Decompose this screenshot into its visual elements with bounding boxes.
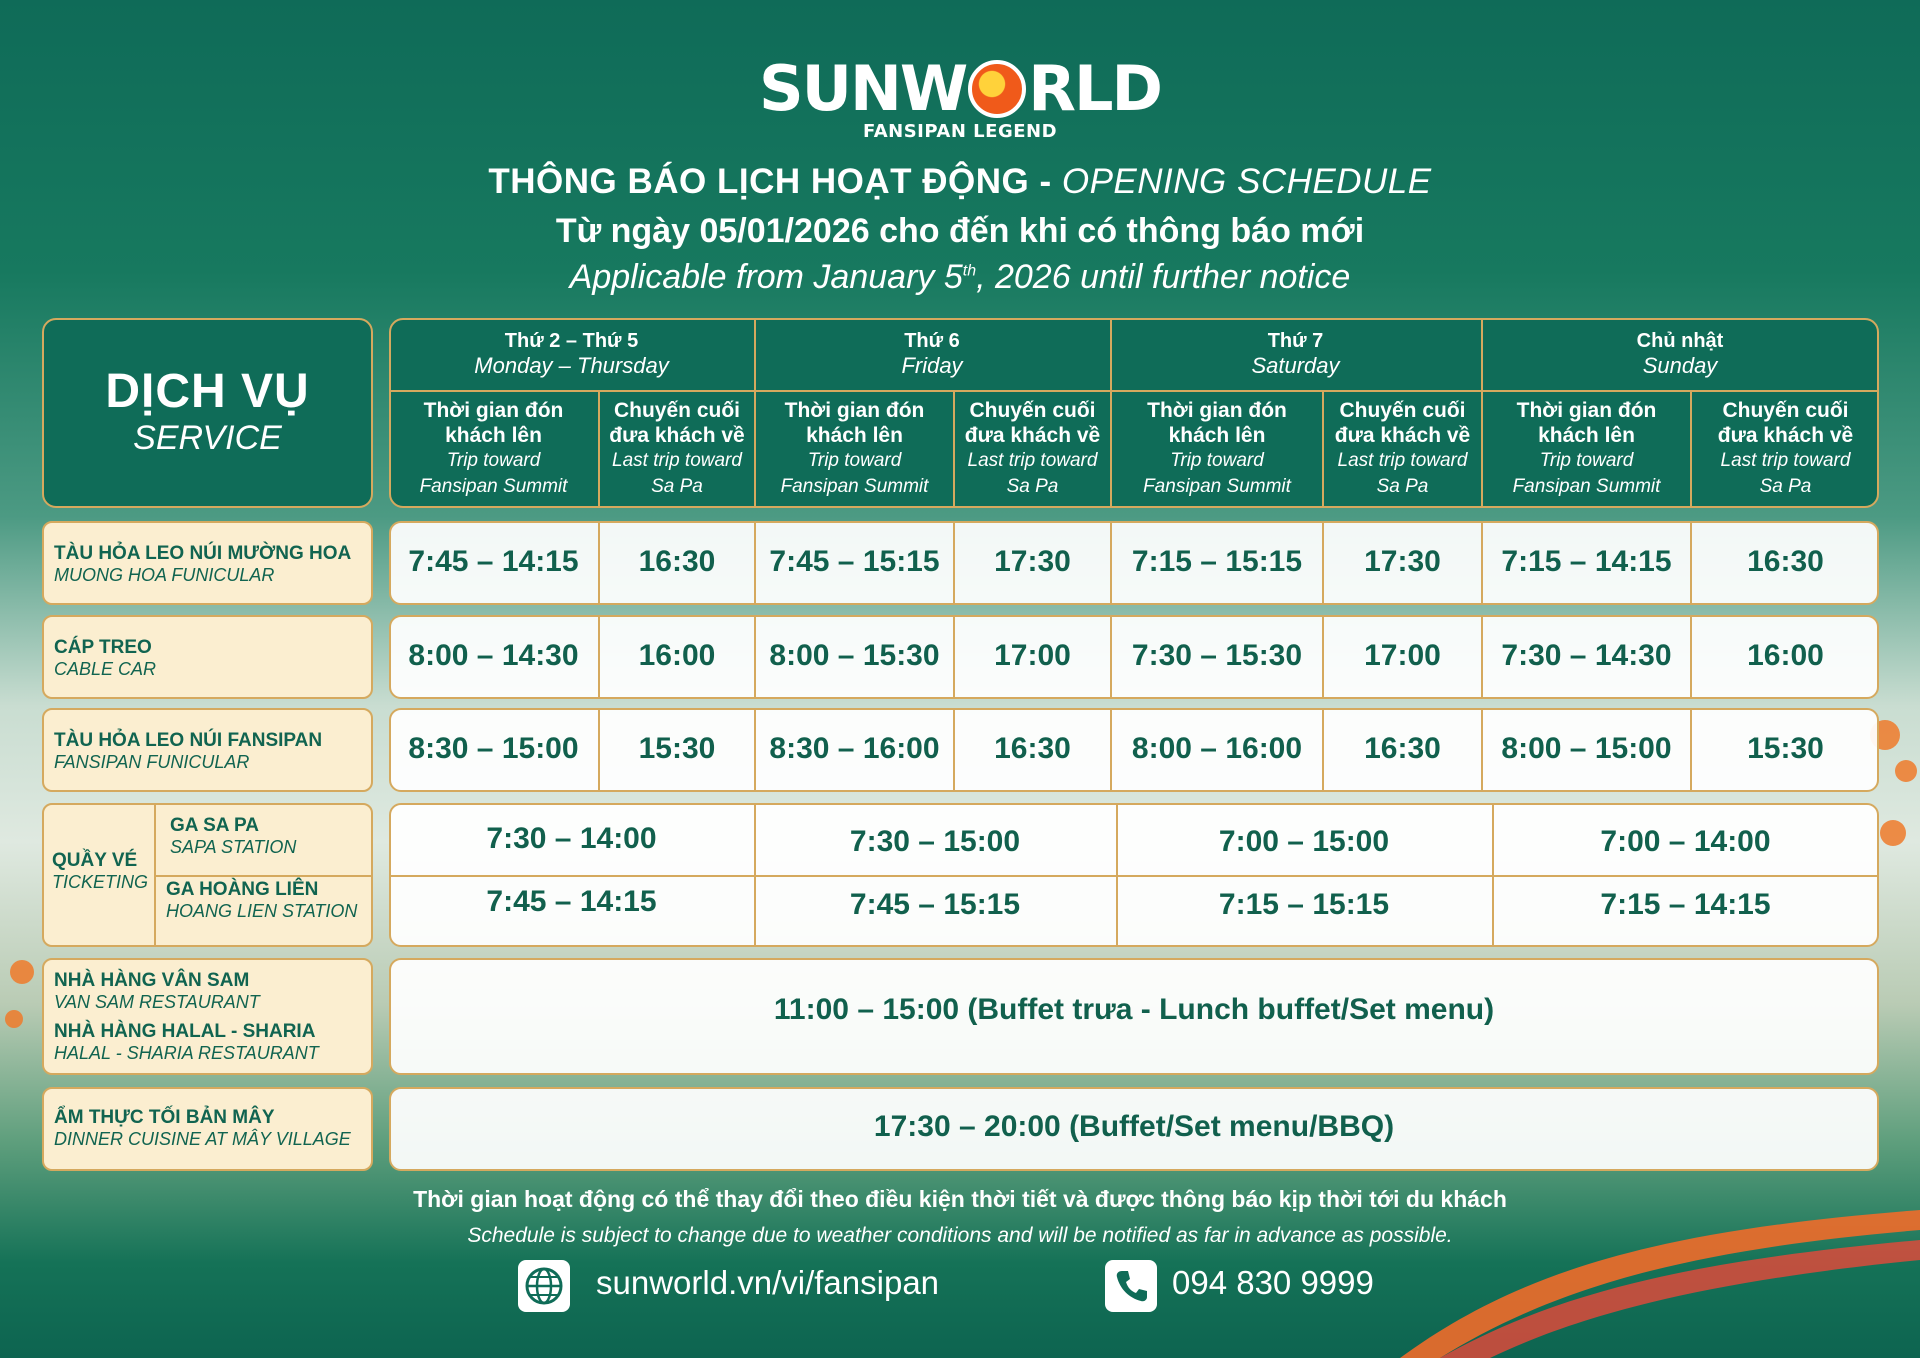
date-line: Từ ngày 05/01/2026 cho đến khi có thông báo mới [555,212,1365,250]
time-cell: 7:30 – 14:00 [486,822,657,855]
time-cell: 17:30 [994,545,1071,578]
time-cell: 7:45 – 15:15 [769,545,940,578]
time-cell: 15:30 [1747,732,1824,765]
time-cell: 16:00 [638,639,716,672]
sun-icon [968,60,1026,118]
decorative-ribbon [1400,1190,1920,1358]
time-cell: 7:15 – 15:15 [1218,888,1390,921]
decorative-flower [10,960,34,984]
hoang-lien-station-label: GA HOÀNG LIÊN HOANG LIEN STATION [166,879,358,921]
decorative-flower [1880,820,1906,846]
time-cell: 7:00 – 14:00 [1600,825,1771,858]
service-fansipan-funicular: TÀU HỎA LEO NÚI FANSIPAN FANSIPAN FUNICULAR [42,708,373,792]
time-cell: 7:15 – 14:15 [1501,545,1672,578]
globe-icon [518,1260,570,1312]
day-header-mon-thu: Thứ 2 – Thứ 5 Monday – Thursday [474,330,669,378]
time-cell: 7:15 – 15:15 [1131,545,1303,578]
time-cell: 7:45 – 15:15 [849,888,1021,921]
time-cell: 8:30 – 15:00 [408,732,579,765]
time-cell: 16:30 [1364,732,1441,765]
time-cell: 16:00 [1747,639,1824,672]
day-header-sun: Chủ nhật Sunday [1636,330,1724,378]
time-cell: 7:30 – 15:30 [1131,639,1303,672]
time-cell: 8:00 – 15:00 [1501,732,1672,765]
time-cell: 8:00 – 15:30 [769,639,940,672]
phone-icon [1105,1260,1157,1312]
subheader-trip: Thời gian đón khách lên Trip toward Fansipan Summit [1143,399,1291,497]
footer-note-vi: Thời gian hoạt động có thể thay đổi theo điều kiện thời tiết và được thông báo kịp thời tới du khách [413,1186,1507,1212]
time-cell: 17:00 [1364,639,1441,672]
time-cell: 7:45 – 14:15 [486,885,657,918]
time-cell: 8:30 – 16:00 [769,732,940,765]
sapa-station-label: GA SA PA SAPA STATION [170,815,297,857]
ticketing-label: QUẦY VÉ TICKETING [52,850,149,892]
service-restaurants: NHÀ HÀNG VÂN SAM VAN SAM RESTAURANT NHÀ HÀNG HALAL - SHARIA HALAL - SHARIA RESTAURANT [42,958,373,1075]
time-cell: 16:30 [994,732,1071,765]
service-dinner: ẨM THỰC TỐI BẢN MÂY DINNER CUISINE AT MÂY VILLAGE [42,1087,373,1171]
time-cell: 7:45 – 14:15 [408,545,579,578]
time-cell: 7:15 – 14:15 [1600,888,1771,921]
time-cell: 17:30 [1364,545,1441,578]
subheader-trip: Thời gian đón khách lên Trip toward Fansipan Summit [780,399,929,497]
time-cell: 7:00 – 15:00 [1218,825,1390,858]
website-link[interactable]: sunworld.vn/vi/fansipan [596,1264,940,1301]
applicable-line: Applicable from January 5th, 2026 until further notice [569,258,1351,296]
decorative-flower [1895,760,1917,782]
time-cell: 8:00 – 16:00 [1131,732,1303,765]
time-cell: 16:30 [1747,545,1824,578]
subheader-last-trip: Chuyến cuối đưa khách về Last trip toward Sa Pa [1717,399,1854,497]
page-title: THÔNG BÁO LỊCH HOẠT ĐỘNG - OPENING SCHEDULE [488,162,1432,201]
time-cell: 7:30 – 15:00 [849,825,1021,858]
sunworld-logo: SUNW RLD FANSIPAN LEGEND [0,52,1920,142]
phone-link[interactable]: 094 830 9999 [1172,1264,1374,1301]
service-header: DỊCH VỤ SERVICE [42,318,373,508]
footer-note-en: Schedule is subject to change due to weather conditions and will be notified as far in advance as possible. [467,1224,1453,1247]
subheader-trip: Thời gian đón khách lên Trip toward Fansipan Summit [1512,399,1661,497]
subheader-last-trip: Chuyến cuối đưa khách về Last trip toward Sa Pa [964,399,1101,497]
time-cell: 17:00 [994,639,1071,672]
time-cell: 16:30 [638,545,716,578]
subheader-last-trip: Chuyến cuối đưa khách về Last trip toward Sa Pa [1334,399,1471,497]
time-cell: 15:30 [638,732,716,765]
decorative-flower [5,1010,23,1028]
time-cell: 8:00 – 14:30 [408,639,579,672]
time-cell: 7:30 – 14:30 [1501,639,1672,672]
service-muong-hoa-funicular: TÀU HỎA LEO NÚI MƯỜNG HOA MUONG HOA FUNICULAR [42,521,373,605]
time-cell: 11:00 – 15:00 (Buffet trưa - Lunch buffet/Set menu) [773,993,1495,1026]
subheader-trip: Thời gian đón khách lên Trip toward Fansipan Summit [419,399,568,497]
day-header-sat: Thứ 7 Saturday [1251,330,1340,378]
service-cable-car: CÁP TREO CABLE CAR [42,615,373,699]
logo-subtitle: FANSIPAN LEGEND [862,121,1058,142]
time-cell: 17:30 – 20:00 (Buffet/Set menu/BBQ) [873,1110,1395,1143]
day-header-fri: Thứ 6 Friday [901,330,963,378]
subheader-last-trip: Chuyến cuối đưa khách về Last trip toward Sa Pa [609,399,745,497]
